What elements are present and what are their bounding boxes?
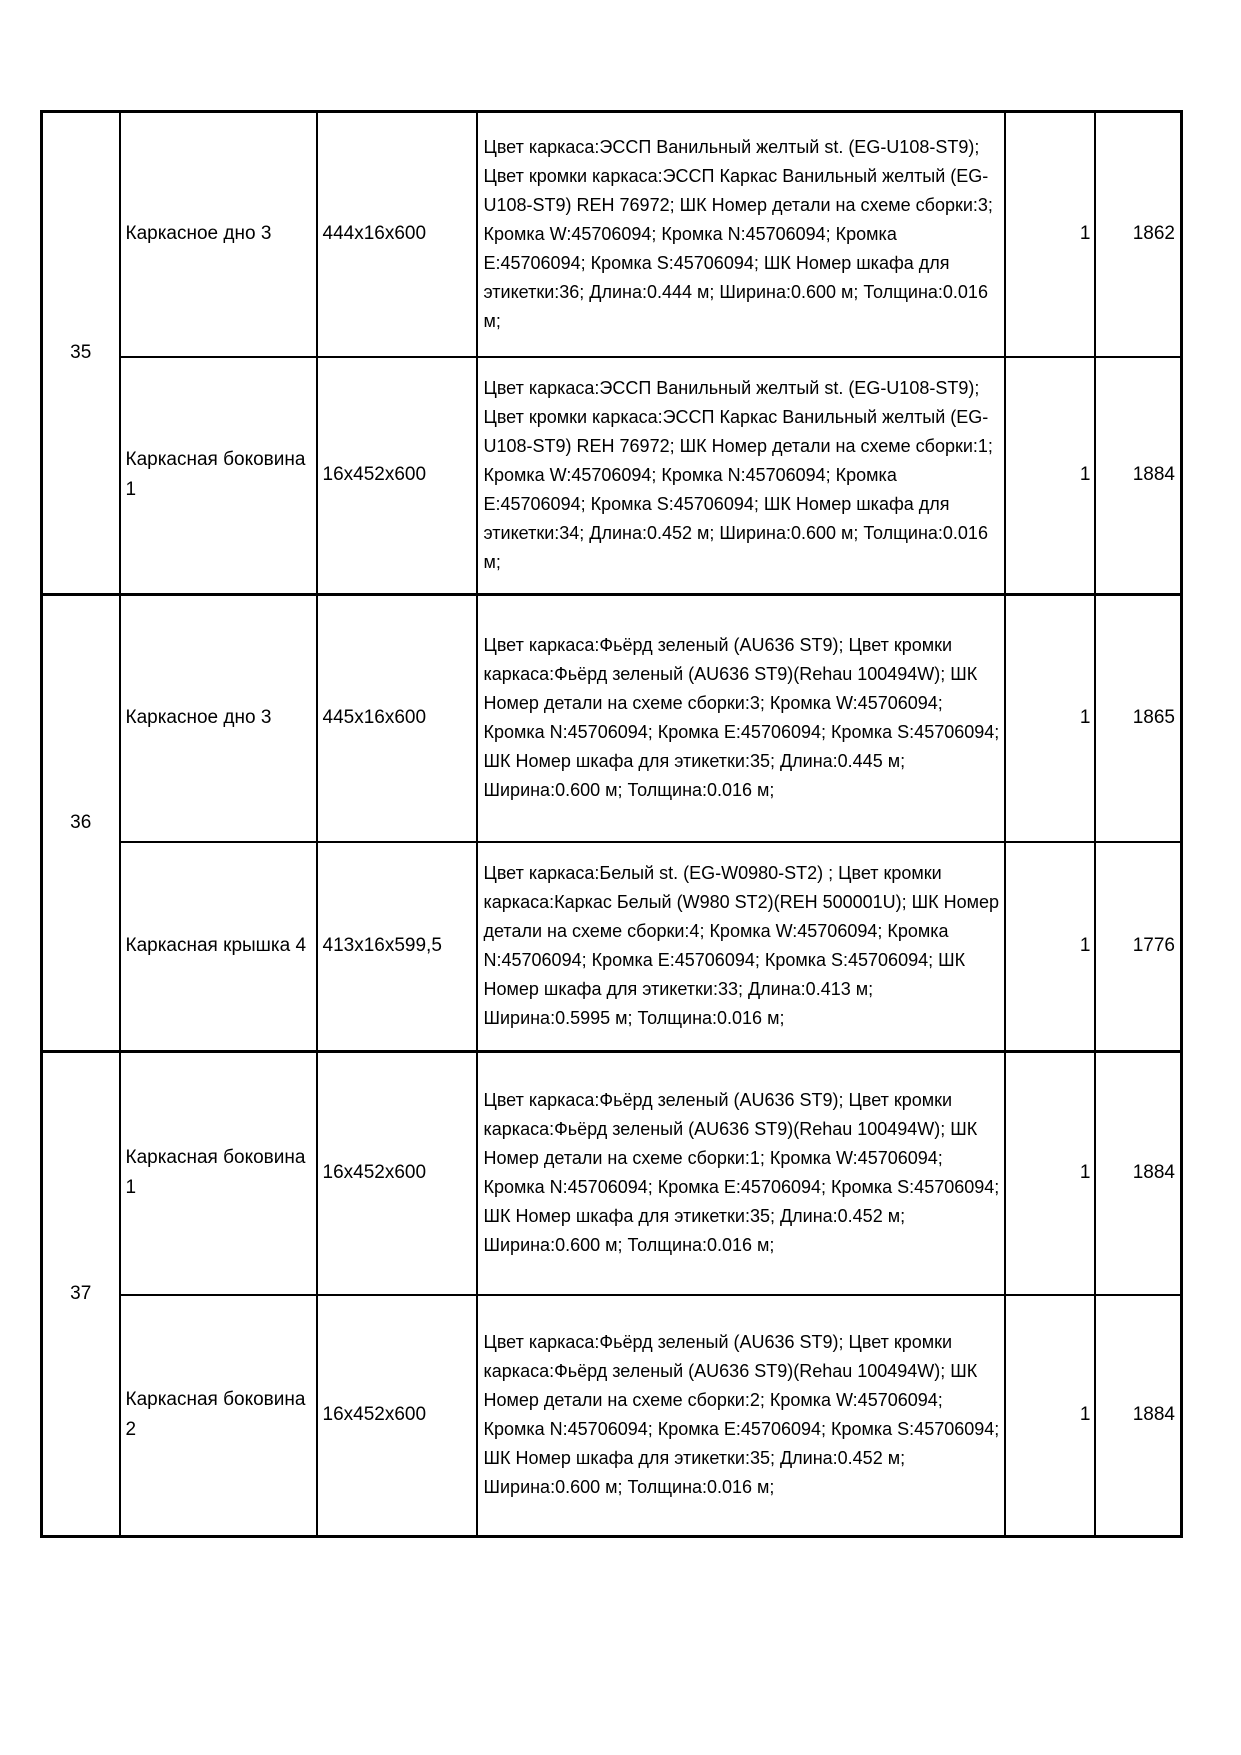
- row-number-cell: 36: [42, 595, 120, 1052]
- value-cell: 1776: [1095, 842, 1182, 1052]
- quantity-cell: 1: [1005, 1295, 1095, 1537]
- part-name-cell: Каркасная крышка 4: [120, 842, 317, 1052]
- row-number-cell: 35: [42, 112, 120, 595]
- value-cell: 1862: [1095, 112, 1182, 357]
- quantity-cell: 1: [1005, 842, 1095, 1052]
- table-row: [42, 842, 1182, 1052]
- table-row: [42, 595, 1182, 842]
- dimensions-cell: 445x16x600: [317, 595, 477, 842]
- dimensions-cell: 16x452x600: [317, 1052, 477, 1295]
- value-cell: 1865: [1095, 595, 1182, 842]
- quantity-cell: 1: [1005, 1052, 1095, 1295]
- description-cell: Цвет каркаса:Фьёрд зеленый (AU636 ST9); Цвет кромки каркаса:Фьёрд зеленый (AU636 ST9)(Rehau 100494W); ШК Номер детали на схеме сборки:2; Кромка W:45706094; Кромка N:45706094; Кромка E:45706094; Кромка S:45706094; ШК Номер шкафа для этикетки:35; Длина:0.452 м; Ширина:0.600 м; Толщина:0.016 м;: [477, 1295, 1005, 1537]
- table-row: [42, 1052, 1182, 1295]
- part-name-cell: Каркасная боковина 1: [120, 1052, 317, 1295]
- parts-table: [40, 110, 1183, 1538]
- table-row: [42, 112, 1182, 357]
- dimensions-cell: 16x452x600: [317, 357, 477, 595]
- part-name-cell: Каркасная боковина 1: [120, 357, 317, 595]
- description-cell: Цвет каркаса:Фьёрд зеленый (AU636 ST9); Цвет кромки каркаса:Фьёрд зеленый (AU636 ST9)(Rehau 100494W); ШК Номер детали на схеме сборки:3; Кромка W:45706094; Кромка N:45706094; Кромка E:45706094; Кромка S:45706094; ШК Номер шкафа для этикетки:35; Длина:0.445 м; Ширина:0.600 м; Толщина:0.016 м;: [477, 595, 1005, 842]
- dimensions-cell: 444x16x600: [317, 112, 477, 357]
- description-cell: Цвет каркаса:ЭССП Ванильный желтый st. (EG-U108-ST9); Цвет кромки каркаса:ЭССП Каркас Ванильный желтый (EG-U108-ST9) REH 76972; ШК Номер детали на схеме сборки:3; Кромка W:45706094; Кромка N:45706094; Кромка E:45706094; Кромка S:45706094; ШК Номер шкафа для этикетки:36; Длина:0.444 м; Ширина:0.600 м; Толщина:0.016 м;: [477, 112, 1005, 357]
- value-cell: 1884: [1095, 1052, 1182, 1295]
- part-name-cell: Каркасная боковина 2: [120, 1295, 317, 1537]
- quantity-cell: 1: [1005, 112, 1095, 357]
- table-row: [42, 357, 1182, 595]
- quantity-cell: 1: [1005, 595, 1095, 842]
- quantity-cell: 1: [1005, 357, 1095, 595]
- table-row: [42, 1295, 1182, 1537]
- description-cell: Цвет каркаса:ЭССП Ванильный желтый st. (EG-U108-ST9); Цвет кромки каркаса:ЭССП Каркас Ванильный желтый (EG-U108-ST9) REH 76972; ШК Номер детали на схеме сборки:1; Кромка W:45706094; Кромка N:45706094; Кромка E:45706094; Кромка S:45706094; ШК Номер шкафа для этикетки:34; Длина:0.452 м; Ширина:0.600 м; Толщина:0.016 м;: [477, 357, 1005, 595]
- dimensions-cell: 413x16x599,5: [317, 842, 477, 1052]
- row-number-cell: 37: [42, 1052, 120, 1537]
- part-name-cell: Каркасное дно 3: [120, 595, 317, 842]
- part-name-cell: Каркасное дно 3: [120, 112, 317, 357]
- value-cell: 1884: [1095, 1295, 1182, 1537]
- value-cell: 1884: [1095, 357, 1182, 595]
- description-cell: Цвет каркаса:Белый st. (EG-W0980-ST2) ; Цвет кромки каркаса:Каркас Белый (W980 ST2)(REH 500001U); ШК Номер детали на схеме сборки:4; Кромка W:45706094; Кромка N:45706094; Кромка E:45706094; Кромка S:45706094; ШК Номер шкафа для этикетки:33; Длина:0.413 м; Ширина:0.5995 м; Толщина:0.016 м;: [477, 842, 1005, 1052]
- dimensions-cell: 16x452x600: [317, 1295, 477, 1537]
- description-cell: Цвет каркаса:Фьёрд зеленый (AU636 ST9); Цвет кромки каркаса:Фьёрд зеленый (AU636 ST9)(Rehau 100494W); ШК Номер детали на схеме сборки:1; Кромка W:45706094; Кромка N:45706094; Кромка E:45706094; Кромка S:45706094; ШК Номер шкафа для этикетки:35; Длина:0.452 м; Ширина:0.600 м; Толщина:0.016 м;: [477, 1052, 1005, 1295]
